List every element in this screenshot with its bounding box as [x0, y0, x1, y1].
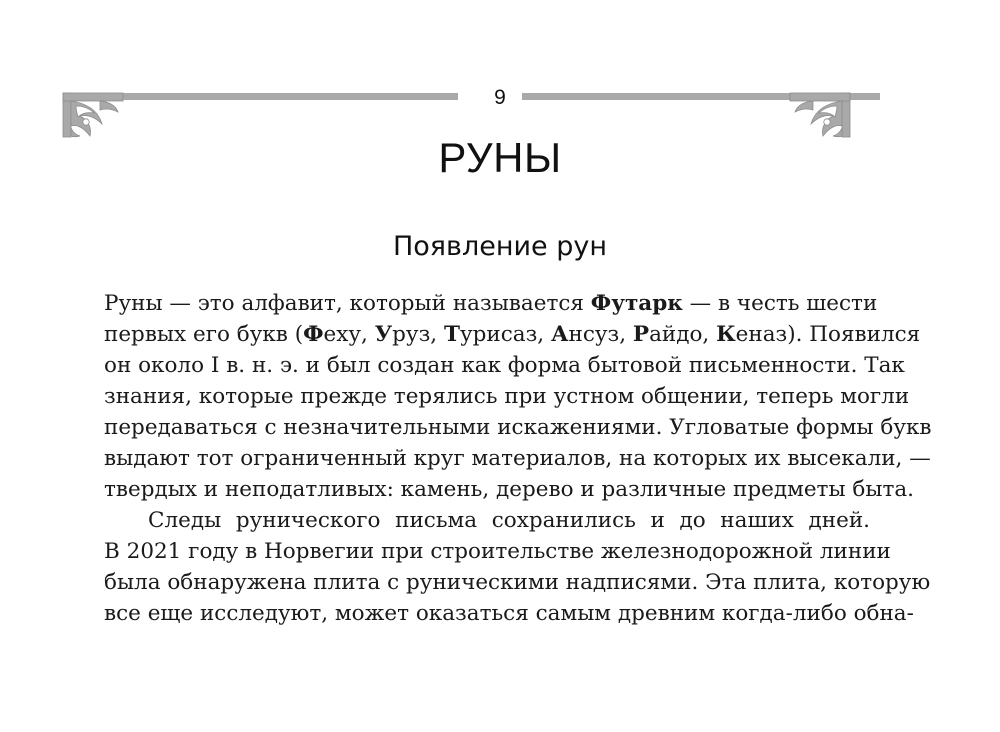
bold-text-run: У: [374, 322, 393, 347]
text-run: еху,: [323, 322, 375, 347]
body-line: [104, 381, 910, 412]
text-run: он около I в. н. э. и был создан как форма бытовой письменности. Так: [104, 353, 905, 378]
text-run: еназ). Появился: [735, 322, 921, 347]
bold-text-run: Футарк: [590, 291, 683, 316]
body-line: [104, 474, 914, 505]
body-line: [104, 567, 931, 598]
bold-text-run: Т: [443, 322, 460, 347]
bold-text-run: Р: [632, 322, 650, 347]
text-run: урисаз,: [459, 322, 551, 347]
text-run: руз,: [392, 322, 444, 347]
text-run: передаваться с незначительными искажениями. Угловатые формы букв: [104, 415, 932, 440]
text-run: все еще исследуют, может оказаться самым древним когда-либо обна-: [104, 601, 914, 626]
body-line: [104, 505, 870, 536]
section-title: Появление рун: [392, 231, 607, 262]
body-line: [104, 412, 932, 443]
body-line: [104, 598, 914, 629]
bold-text-run: А: [550, 322, 569, 347]
header-ornament: [0, 0, 1000, 150]
text-run: нсуз,: [568, 322, 633, 347]
body-line: [104, 288, 878, 319]
body-line: [104, 350, 905, 381]
text-run: была обнаружена плита с руническими надписями. Эта плита, которую: [104, 570, 931, 595]
text-run: первых его букв (: [104, 322, 304, 347]
body-line: [104, 443, 931, 474]
bold-text-run: Ф: [303, 322, 324, 347]
bold-text-run: К: [716, 322, 736, 347]
body-line: [104, 319, 921, 350]
page-number: 9: [494, 86, 506, 109]
text-run: выдают тот ограниченный круг материалов, на которых их высекали, —: [104, 446, 931, 471]
text-run: — в честь шести: [682, 291, 878, 316]
text-run: знания, которые прежде терялись при устном общении, теперь могли: [104, 384, 910, 409]
body-text: [104, 288, 932, 629]
chapter-title: РУНЫ: [438, 134, 562, 181]
text-run: твердых и неподатливых: камень, дерево и различные предметы быта.: [104, 477, 914, 502]
text-run: айдо,: [649, 322, 717, 347]
text-run: В 2021 году в Норвегии при строительстве железнодорожной линии: [104, 539, 891, 564]
text-run: Следы рунического письма сохранились и до наших дней.: [148, 508, 870, 533]
body-line: [104, 536, 891, 567]
text-run: Руны — это алфавит, который называется: [104, 291, 591, 316]
